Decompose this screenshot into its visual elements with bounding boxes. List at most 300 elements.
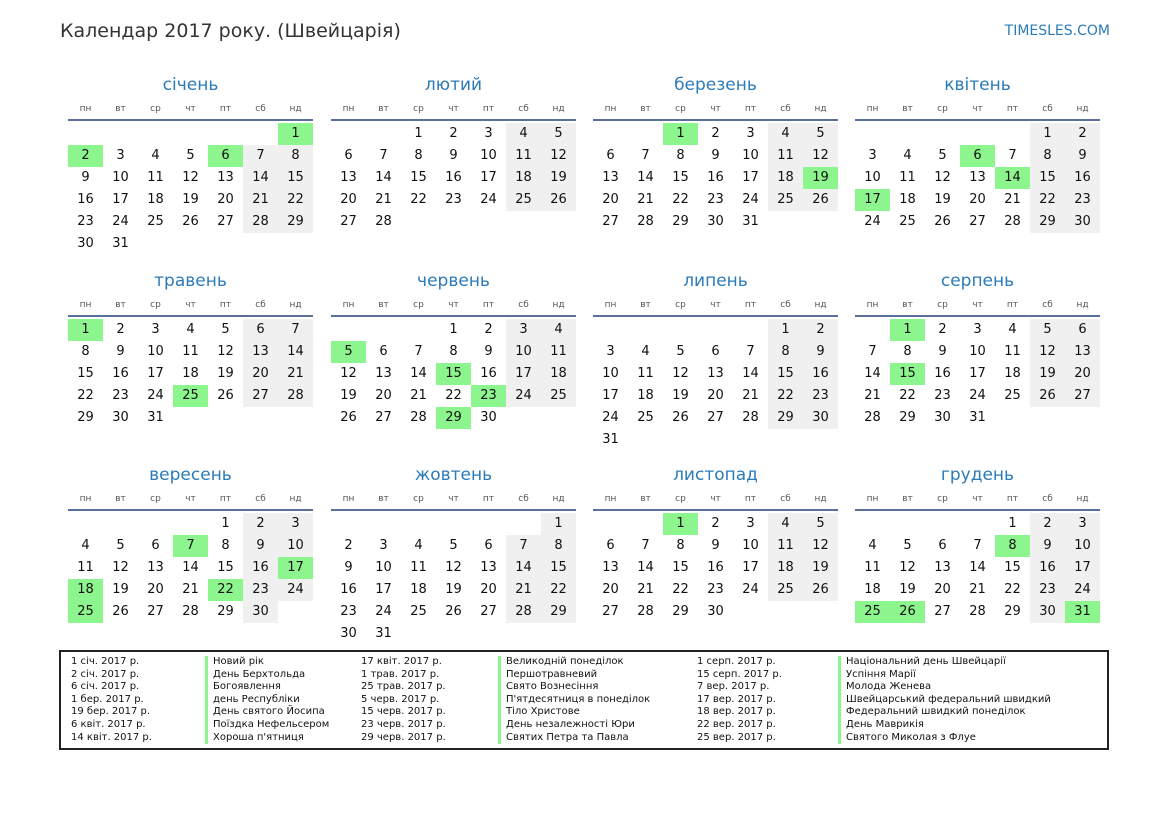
day-cell: 13 xyxy=(480,560,497,575)
day-cell: 22 xyxy=(1030,189,1065,211)
day-cell: 25 xyxy=(637,410,654,425)
holiday-day-cell: 8 xyxy=(995,535,1030,557)
day-cell: 19 xyxy=(541,167,576,189)
weekday-label: чт xyxy=(185,104,196,114)
weekday-label: ср xyxy=(413,104,424,114)
day-cell: 11 xyxy=(410,560,427,575)
month-12 xyxy=(855,463,1100,623)
day-cell: 10 xyxy=(969,344,986,359)
day-cell: 30 xyxy=(707,604,724,619)
day-cell: 11 xyxy=(147,170,164,185)
day-cell: 4 xyxy=(151,148,160,163)
day-cell: 27 xyxy=(480,604,497,619)
day-cell: 29 xyxy=(1030,211,1065,233)
day-cell: 24 xyxy=(506,385,541,407)
day-cell: 13 xyxy=(602,170,619,185)
day-cell: 4 xyxy=(868,538,877,553)
weekday-label: нд xyxy=(552,494,565,504)
holiday-date: 25 трав. 2017 р. xyxy=(361,681,446,693)
day-cell: 20 xyxy=(602,582,619,597)
holiday-date: 19 бер. 2017 р. xyxy=(71,706,151,718)
day-cell: 4 xyxy=(641,344,650,359)
day-cell: 24 xyxy=(480,192,497,207)
day-cell: 21 xyxy=(742,388,759,403)
weekday-header xyxy=(855,99,1100,121)
weekday-label: ср xyxy=(675,104,686,114)
weekday-label: нд xyxy=(289,300,302,310)
day-cell: 4 xyxy=(414,538,423,553)
day-cell: 3 xyxy=(116,148,125,163)
weekday-label: сб xyxy=(1042,104,1053,114)
day-cell: 3 xyxy=(151,322,160,337)
day-cell: 17 xyxy=(506,363,541,385)
day-cell: 20 xyxy=(375,388,392,403)
month-name: травень xyxy=(154,271,227,291)
day-cell: 23 xyxy=(445,192,462,207)
weekday-label: вт xyxy=(115,300,126,310)
day-cell: 31 xyxy=(147,410,164,425)
empty-cell xyxy=(103,123,138,145)
day-cell: 17 xyxy=(375,582,392,597)
day-cell: 13 xyxy=(969,170,986,185)
site-brand-link[interactable]: TIMESLES.COM xyxy=(1004,23,1110,39)
day-cell: 6 xyxy=(379,344,388,359)
day-cell: 9 xyxy=(116,344,125,359)
day-cell: 19 xyxy=(340,388,357,403)
day-cell: 11 xyxy=(541,341,576,363)
month-name: вересень xyxy=(149,465,232,485)
day-cell: 24 xyxy=(278,579,313,601)
holiday-day-cell: 7 xyxy=(173,535,208,557)
day-cell: 25 xyxy=(410,604,427,619)
day-cell: 26 xyxy=(1030,385,1065,407)
day-cell: 16 xyxy=(1065,167,1100,189)
day-cell: 12 xyxy=(445,560,462,575)
day-cell: 26 xyxy=(803,579,838,601)
day-cell: 3 xyxy=(379,538,388,553)
empty-cell xyxy=(173,513,208,535)
weekday-header xyxy=(331,489,576,511)
holiday-name: Богоявлення xyxy=(205,681,281,694)
holiday-date: 1 січ. 2017 р. xyxy=(71,656,140,667)
day-cell: 15 xyxy=(768,363,803,385)
weekday-label: ср xyxy=(937,104,948,114)
day-cell: 5 xyxy=(803,513,838,535)
day-cell: 21 xyxy=(637,582,654,597)
weekday-label: пт xyxy=(1006,494,1019,504)
day-grid xyxy=(331,123,576,233)
day-cell: 12 xyxy=(112,560,129,575)
day-cell: 17 xyxy=(969,366,986,381)
holiday-date: 23 черв. 2017 р. xyxy=(361,718,446,730)
weekday-label: сб xyxy=(255,104,266,114)
weekday-label: ср xyxy=(150,300,161,310)
day-cell: 11 xyxy=(506,145,541,167)
day-cell: 7 xyxy=(641,538,650,553)
holiday-date: 22 вер. 2017 р. xyxy=(697,718,776,730)
holiday-day-cell: 19 xyxy=(803,167,838,189)
weekday-label: пн xyxy=(604,300,617,310)
weekday-label: чт xyxy=(972,300,983,310)
weekday-label: чт xyxy=(972,494,983,504)
day-cell: 14 xyxy=(637,560,654,575)
day-cell: 20 xyxy=(1065,363,1100,385)
day-cell: 7 xyxy=(379,148,388,163)
day-cell: 11 xyxy=(768,535,803,557)
holiday-date: 1 серп. 2017 р. xyxy=(697,656,776,667)
month-6 xyxy=(331,269,576,429)
day-cell: 29 xyxy=(77,410,94,425)
day-cell: 25 xyxy=(1004,388,1021,403)
day-cell: 14 xyxy=(969,560,986,575)
day-cell: 24 xyxy=(742,192,759,207)
weekday-label: пн xyxy=(604,494,617,504)
day-cell: 29 xyxy=(217,604,234,619)
holiday-day-cell: 14 xyxy=(995,167,1030,189)
weekday-label: пн xyxy=(79,494,92,504)
month-11 xyxy=(593,463,838,623)
weekday-header xyxy=(593,489,838,511)
day-cell: 18 xyxy=(768,167,803,189)
holiday-day-cell: 25 xyxy=(68,601,103,623)
day-cell: 24 xyxy=(742,582,759,597)
holiday-name: Новий рік xyxy=(205,656,264,669)
holiday-name: день Республіки xyxy=(205,694,300,707)
weekday-header xyxy=(68,99,313,121)
day-cell: 13 xyxy=(934,560,951,575)
day-cell: 10 xyxy=(864,170,881,185)
day-cell: 8 xyxy=(81,344,90,359)
weekday-label: сб xyxy=(518,494,529,504)
day-cell: 16 xyxy=(340,582,357,597)
day-cell: 3 xyxy=(868,148,877,163)
month-name: липень xyxy=(683,271,748,291)
day-cell: 18 xyxy=(541,363,576,385)
day-cell: 26 xyxy=(217,388,234,403)
day-cell: 15 xyxy=(672,560,689,575)
day-cell: 2 xyxy=(938,322,947,337)
empty-cell xyxy=(628,319,663,341)
day-cell: 6 xyxy=(243,319,278,341)
weekday-label: пт xyxy=(744,300,757,310)
day-cell: 20 xyxy=(147,582,164,597)
weekday-label: пн xyxy=(79,300,92,310)
day-cell: 8 xyxy=(541,535,576,557)
weekday-label: пн xyxy=(342,300,355,310)
day-cell: 29 xyxy=(278,211,313,233)
day-cell: 18 xyxy=(899,192,916,207)
month-9 xyxy=(68,463,313,623)
day-cell: 22 xyxy=(410,192,427,207)
day-cell: 10 xyxy=(112,170,129,185)
day-cell: 30 xyxy=(112,410,129,425)
day-cell: 7 xyxy=(746,344,755,359)
day-cell: 19 xyxy=(934,192,951,207)
day-cell: 17 xyxy=(742,170,759,185)
day-cell: 12 xyxy=(182,170,199,185)
empty-cell xyxy=(663,319,698,341)
holiday-name: Поїздка Нефельсером xyxy=(205,719,329,732)
day-cell: 14 xyxy=(410,366,427,381)
day-cell: 31 xyxy=(112,236,129,251)
day-cell: 30 xyxy=(243,601,278,623)
day-cell: 23 xyxy=(707,582,724,597)
day-cell: 18 xyxy=(637,388,654,403)
weekday-label: нд xyxy=(289,494,302,504)
holiday-day-cell: 17 xyxy=(855,189,890,211)
day-cell: 27 xyxy=(602,214,619,229)
day-cell: 25 xyxy=(506,189,541,211)
day-cell: 9 xyxy=(938,344,947,359)
day-cell: 5 xyxy=(803,123,838,145)
day-cell: 13 xyxy=(707,366,724,381)
day-cell: 16 xyxy=(480,366,497,381)
day-cell: 24 xyxy=(602,410,619,425)
day-cell: 8 xyxy=(221,538,230,553)
month-name: жовтень xyxy=(414,465,493,485)
day-cell: 21 xyxy=(375,192,392,207)
day-cell: 19 xyxy=(672,388,689,403)
day-cell: 9 xyxy=(449,148,458,163)
weekday-label: пн xyxy=(342,104,355,114)
day-cell: 30 xyxy=(480,410,497,425)
holiday-name: Успіння Марії xyxy=(838,669,916,682)
holiday-day-cell: 22 xyxy=(208,579,243,601)
day-cell: 1 xyxy=(449,322,458,337)
day-cell: 13 xyxy=(340,170,357,185)
weekday-label: пт xyxy=(744,494,757,504)
day-cell: 13 xyxy=(375,366,392,381)
day-grid xyxy=(855,123,1100,233)
holiday-day-cell: 25 xyxy=(173,385,208,407)
day-grid xyxy=(593,513,838,623)
day-cell: 28 xyxy=(1004,214,1021,229)
weekday-label: чт xyxy=(448,300,459,310)
day-grid xyxy=(68,319,313,429)
day-cell: 5 xyxy=(221,322,230,337)
day-cell: 22 xyxy=(672,192,689,207)
day-cell: 27 xyxy=(243,385,278,407)
day-cell: 17 xyxy=(480,170,497,185)
day-cell: 16 xyxy=(77,192,94,207)
day-cell: 3 xyxy=(1065,513,1100,535)
day-cell: 28 xyxy=(243,211,278,233)
page-title: Календар 2017 року. (Швейцарія) xyxy=(60,20,401,42)
empty-cell xyxy=(331,123,366,145)
day-cell: 21 xyxy=(969,582,986,597)
weekday-label: вт xyxy=(115,104,126,114)
day-cell: 13 xyxy=(243,341,278,363)
empty-cell xyxy=(331,319,366,341)
day-cell: 30 xyxy=(934,410,951,425)
weekday-label: нд xyxy=(552,104,565,114)
day-cell: 26 xyxy=(340,410,357,425)
weekday-label: пт xyxy=(1006,104,1019,114)
day-cell: 2 xyxy=(243,513,278,535)
day-cell: 11 xyxy=(1004,344,1021,359)
empty-cell xyxy=(733,319,768,341)
weekday-label: ср xyxy=(675,494,686,504)
day-cell: 25 xyxy=(147,214,164,229)
day-cell: 24 xyxy=(1065,579,1100,601)
empty-cell xyxy=(103,513,138,535)
weekday-header xyxy=(331,99,576,121)
month-name: грудень xyxy=(940,465,1015,485)
holiday-name: Федеральний швидкий понеділок xyxy=(838,706,1026,719)
holiday-day-cell: 1 xyxy=(68,319,103,341)
day-grid xyxy=(68,123,313,255)
day-cell: 6 xyxy=(1065,319,1100,341)
holiday-date: 15 серп. 2017 р. xyxy=(697,668,782,680)
day-cell: 23 xyxy=(707,192,724,207)
day-cell: 14 xyxy=(864,366,881,381)
day-cell: 22 xyxy=(541,579,576,601)
day-cell: 4 xyxy=(768,123,803,145)
day-cell: 4 xyxy=(903,148,912,163)
weekday-label: пт xyxy=(482,494,495,504)
day-cell: 22 xyxy=(445,388,462,403)
holiday-date: 5 черв. 2017 р. xyxy=(361,693,440,705)
holiday-date: 6 квіт. 2017 р. xyxy=(71,718,146,730)
day-cell: 6 xyxy=(711,344,720,359)
weekday-label: вт xyxy=(378,300,389,310)
month-name: січень xyxy=(162,75,219,95)
day-cell: 22 xyxy=(672,582,689,597)
holiday-name: День Маврикія xyxy=(838,719,924,732)
day-cell: 9 xyxy=(711,538,720,553)
day-cell: 2 xyxy=(711,516,720,531)
empty-cell xyxy=(960,513,995,535)
holiday-name: Великодній понеділок xyxy=(498,656,624,669)
holiday-name: День незалежності Юри xyxy=(498,719,635,732)
month-name: березень xyxy=(674,75,757,95)
day-cell: 21 xyxy=(410,388,427,403)
holiday-day-cell: 15 xyxy=(890,363,925,385)
day-cell: 10 xyxy=(147,344,164,359)
day-cell: 15 xyxy=(1004,560,1021,575)
day-grid xyxy=(68,513,313,623)
day-grid xyxy=(855,319,1100,429)
weekday-label: ср xyxy=(413,300,424,310)
day-cell: 26 xyxy=(672,410,689,425)
holiday-legend xyxy=(59,650,1109,750)
day-cell: 27 xyxy=(707,410,724,425)
weekday-label: сб xyxy=(255,494,266,504)
day-cell: 20 xyxy=(707,388,724,403)
day-cell: 15 xyxy=(77,366,94,381)
day-cell: 19 xyxy=(112,582,129,597)
day-cell: 19 xyxy=(899,582,916,597)
day-cell: 28 xyxy=(637,214,654,229)
weekday-label: пт xyxy=(219,104,232,114)
day-cell: 8 xyxy=(903,344,912,359)
empty-cell xyxy=(855,513,890,535)
day-cell: 28 xyxy=(278,385,313,407)
holiday-day-cell: 5 xyxy=(331,341,366,363)
empty-cell xyxy=(68,123,103,145)
day-cell: 16 xyxy=(1030,557,1065,579)
day-cell: 12 xyxy=(803,145,838,167)
weekday-label: сб xyxy=(518,300,529,310)
day-cell: 20 xyxy=(243,363,278,385)
weekday-header xyxy=(68,295,313,317)
day-cell: 10 xyxy=(506,341,541,363)
day-cell: 27 xyxy=(934,604,951,619)
weekday-label: сб xyxy=(780,300,791,310)
day-cell: 7 xyxy=(278,319,313,341)
day-cell: 30 xyxy=(1030,601,1065,623)
month-3 xyxy=(593,73,838,233)
day-cell: 10 xyxy=(742,538,759,553)
day-grid xyxy=(855,513,1100,623)
empty-cell xyxy=(366,513,401,535)
day-cell: 9 xyxy=(803,341,838,363)
empty-cell xyxy=(960,123,995,145)
day-cell: 7 xyxy=(1008,148,1017,163)
empty-cell xyxy=(698,319,733,341)
weekday-label: вт xyxy=(115,494,126,504)
day-cell: 30 xyxy=(77,236,94,251)
day-cell: 15 xyxy=(217,560,234,575)
day-cell: 18 xyxy=(410,582,427,597)
day-cell: 8 xyxy=(768,341,803,363)
holiday-name: Хороша п'ятниця xyxy=(205,732,304,745)
weekday-label: пн xyxy=(342,494,355,504)
holiday-day-cell: 6 xyxy=(960,145,995,167)
holiday-date: 17 вер. 2017 р. xyxy=(697,693,776,705)
day-cell: 12 xyxy=(217,344,234,359)
day-cell: 8 xyxy=(1030,145,1065,167)
empty-cell xyxy=(628,123,663,145)
month-8 xyxy=(855,269,1100,429)
day-cell: 28 xyxy=(182,604,199,619)
weekday-label: ср xyxy=(150,104,161,114)
day-cell: 1 xyxy=(1008,516,1017,531)
day-cell: 15 xyxy=(541,557,576,579)
day-cell: 22 xyxy=(768,385,803,407)
day-cell: 17 xyxy=(147,366,164,381)
day-cell: 15 xyxy=(410,170,427,185)
day-cell: 6 xyxy=(344,148,353,163)
day-cell: 23 xyxy=(934,388,951,403)
day-cell: 12 xyxy=(934,170,951,185)
day-cell: 12 xyxy=(340,366,357,381)
day-cell: 19 xyxy=(1030,363,1065,385)
holiday-name: Молода Женева xyxy=(838,681,931,694)
day-cell: 21 xyxy=(182,582,199,597)
day-cell: 9 xyxy=(484,344,493,359)
day-cell: 23 xyxy=(243,579,278,601)
day-cell: 19 xyxy=(445,582,462,597)
month-name: серпень xyxy=(940,271,1015,291)
day-cell: 11 xyxy=(899,170,916,185)
empty-cell xyxy=(593,513,628,535)
day-cell: 27 xyxy=(340,214,357,229)
holiday-name: День святого Йосипа xyxy=(205,706,325,719)
day-cell: 31 xyxy=(602,432,619,447)
day-cell: 4 xyxy=(541,319,576,341)
weekday-label: пн xyxy=(866,300,879,310)
day-cell: 30 xyxy=(803,407,838,429)
day-cell: 3 xyxy=(746,516,755,531)
holiday-name: Швейцарський федеральний швидкий xyxy=(838,694,1051,707)
day-cell: 10 xyxy=(1065,535,1100,557)
day-cell: 23 xyxy=(77,214,94,229)
month-name: червень xyxy=(417,271,490,291)
day-cell: 29 xyxy=(768,407,803,429)
day-cell: 25 xyxy=(899,214,916,229)
day-cell: 11 xyxy=(182,344,199,359)
